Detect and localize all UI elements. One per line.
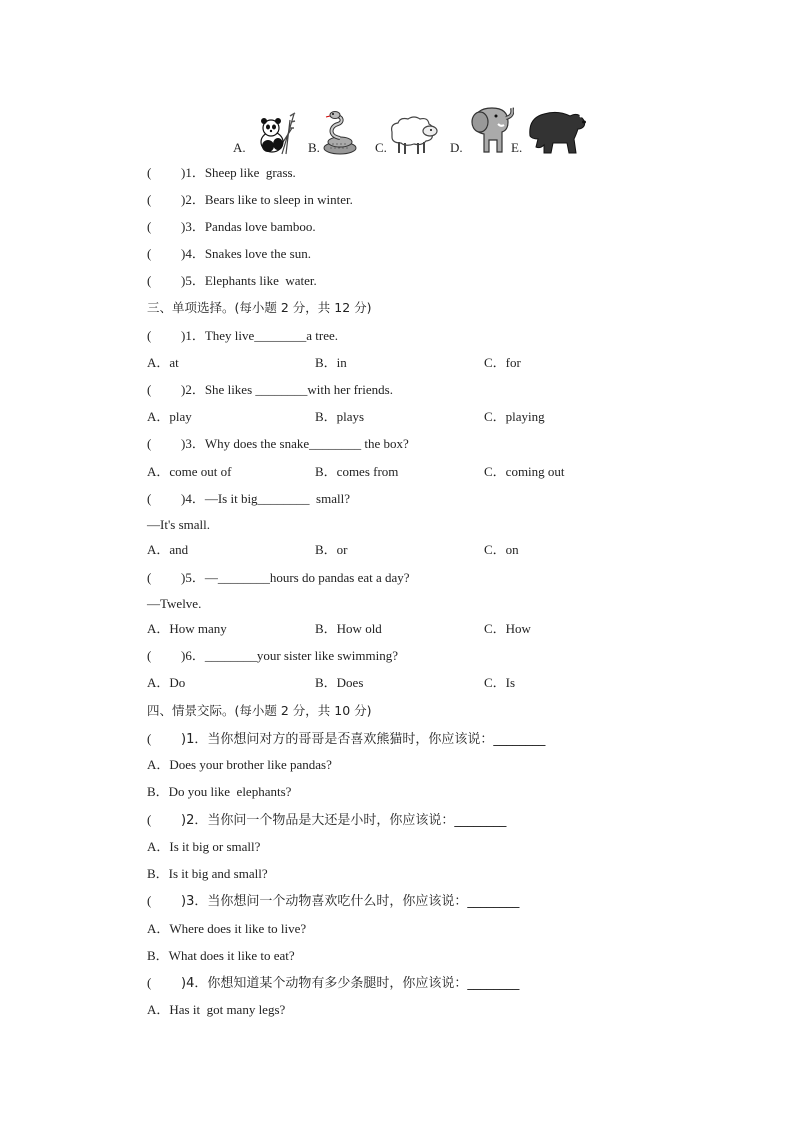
choice-q4-stem: ( )4．—Is it big________ small? [147, 491, 350, 506]
picture-label-c: C. [375, 140, 387, 155]
situation-q3-stem: ( )3．当你想问一个动物喜欢吃什么时，你应该说：________ [147, 893, 520, 909]
section4-heading: 四、情景交际。(每小题 2 分，共 10 分) [147, 703, 372, 718]
choice-q3-option-c: C．coming out [484, 464, 565, 479]
picture-label-d: D. [450, 140, 463, 155]
matching-item-4: ( )4．Snakes love the sun. [147, 246, 311, 261]
choice-q4-option-c: C．on [484, 542, 519, 557]
choice-q5-option-b: B．How old [315, 621, 382, 636]
bear-icon [526, 106, 588, 156]
choice-q6-option-c: C．Is [484, 675, 516, 690]
matching-item-1: ( )1．Sheep like grass. [147, 165, 296, 180]
choice-q3-option-a: A．come out of [147, 464, 232, 479]
section3-heading: 三、单项选择。(每小题 2 分，共 12 分) [147, 300, 372, 315]
panda-icon [254, 110, 296, 156]
situation-q2-stem: ( )2．当你问一个物品是大还是小时，你应该说：________ [147, 812, 507, 828]
situation-q4-option-a: A．Has it got many legs? [147, 1002, 286, 1017]
matching-item-5: ( )5．Elephants like water. [147, 273, 317, 288]
choice-q3-stem: ( )3．Why does the snake________ the box? [147, 436, 409, 451]
choice-q1-stem: ( )1．They live________a tree. [147, 328, 339, 343]
choice-q1-option-c: C．for [484, 355, 521, 370]
matching-item-3: ( )3．Pandas love bamboo. [147, 219, 316, 234]
situation-q1-stem: ( )1．当你想问对方的哥哥是否喜欢熊猫时，你应该说：________ [147, 731, 546, 747]
situation-q1-option-b: B．Do you like elephants? [147, 784, 292, 799]
choice-q4-option-b: B．or [315, 542, 348, 557]
animal-pictures [230, 100, 600, 156]
choice-q1-option-a: A．at [147, 355, 179, 370]
situation-q3-option-a: A．Where does it like to live? [147, 921, 307, 936]
matching-item-2: ( )2．Bears like to sleep in winter. [147, 192, 353, 207]
sheep-icon [386, 114, 438, 156]
situation-q4-stem: ( )4．你想知道某个动物有多少条腿时，你应该说：________ [147, 975, 520, 991]
choice-q5-answer: —Twelve. [147, 596, 202, 611]
picture-label-e: E. [511, 140, 523, 155]
situation-q2-option-b: B．Is it big and small? [147, 866, 268, 881]
choice-q6-option-b: B．Does [315, 675, 364, 690]
choice-q2-option-a: A．play [147, 409, 192, 424]
choice-q5-stem: ( )5．—________hours do pandas eat a day? [147, 570, 410, 585]
choice-q5-option-c: C．How [484, 621, 531, 636]
choice-q2-option-c: C．playing [484, 409, 545, 424]
picture-label-b: B. [308, 140, 320, 155]
choice-q6-stem: ( )6．________your sister like swimming? [147, 648, 399, 663]
choice-q4-answer: —It's small. [147, 517, 211, 532]
picture-label-a: A. [233, 140, 246, 155]
choice-q1-option-b: B．in [315, 355, 347, 370]
choice-q6-option-a: A．Do [147, 675, 186, 690]
situation-q2-option-a: A．Is it big or small? [147, 839, 261, 854]
situation-q3-option-b: B．What does it like to eat? [147, 948, 295, 963]
choice-q5-option-a: A．How many [147, 621, 227, 636]
elephant-icon [466, 104, 514, 156]
choice-q4-option-a: A．and [147, 542, 189, 557]
situation-q1-option-a: A．Does your brother like pandas? [147, 757, 332, 772]
snake-icon [322, 110, 358, 156]
choice-q2-option-b: B．plays [315, 409, 365, 424]
choice-q2-stem: ( )2．She likes ________with her friends. [147, 382, 393, 397]
choice-q3-option-b: B．comes from [315, 464, 399, 479]
